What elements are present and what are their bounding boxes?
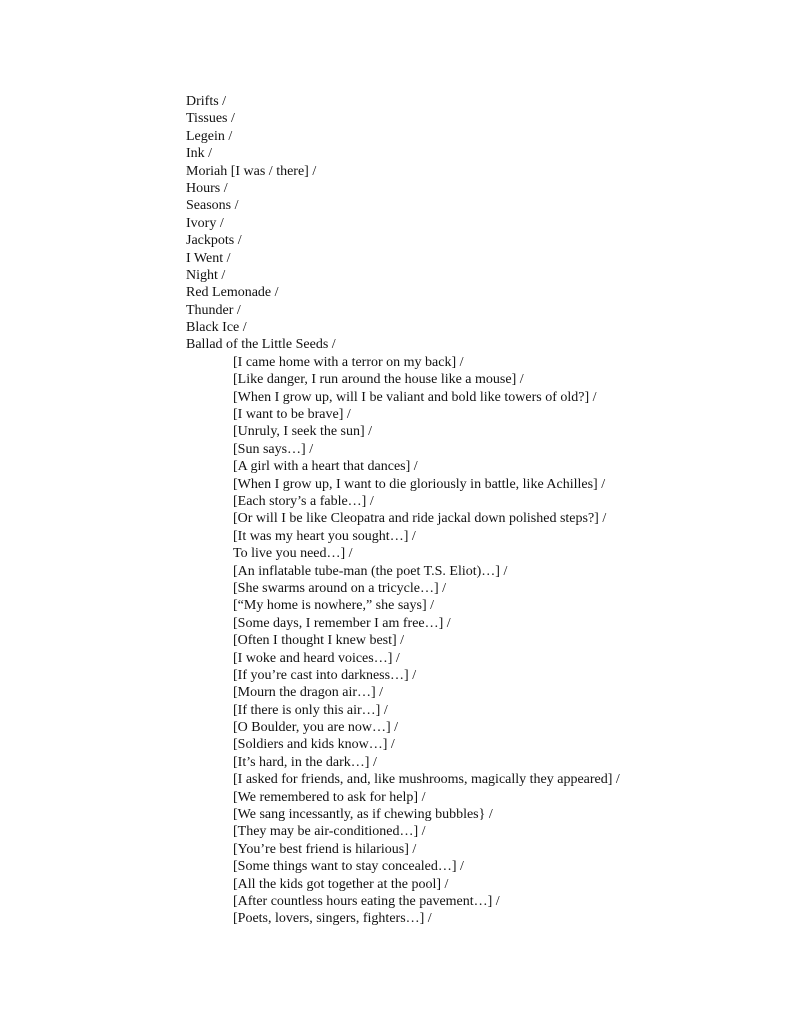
contents-entry: Black Ice /	[186, 320, 247, 336]
contents-entry: Ivory /	[186, 215, 224, 231]
contents-subentry: [Poets, lovers, singers, fighters…] /	[233, 911, 432, 927]
contents-subentry: [Often I thought I knew best] /	[233, 633, 405, 649]
contents-subentry: [Some things want to stay concealed…] /	[233, 859, 464, 875]
contents-entry: Drifts /	[186, 94, 227, 109]
contents-subentry: [When I grow up, will I be valiant and bold like towers of old?] /	[233, 389, 597, 405]
contents-subentry: [If you’re cast into darkness…] /	[233, 667, 417, 683]
contents-list	[186, 93, 766, 928]
contents-subentry: [Some days, I remember I am free…] /	[233, 615, 451, 631]
contents-subentry: [She swarms around on a tricycle…] /	[233, 580, 447, 596]
contents-entry: Jackpots /	[186, 233, 242, 249]
contents-subentry: [When I grow up, I want to die gloriously in battle, like Achilles] /	[233, 476, 606, 492]
contents-subentry: [They may be air-conditioned…] /	[233, 824, 426, 840]
contents-entry: Moriah [I was / there] /	[186, 163, 317, 179]
contents-subentry: [Like danger, I run around the house like a mouse] /	[233, 372, 524, 388]
contents-subentry: To live you need…] /	[233, 546, 353, 562]
contents-entry: Red Lemonade /	[186, 285, 279, 301]
contents-subentry: [I want to be brave] /	[233, 407, 351, 423]
contents-subentry: [All the kids got together at the pool] /	[233, 876, 449, 892]
contents-subentry: [If there is only this air…] /	[233, 702, 388, 718]
contents-subentry: [We sang incessantly, as if chewing bubbles} /	[233, 807, 493, 823]
contents-entry: Seasons /	[186, 198, 239, 214]
contents-subentry: [I woke and heard voices…] /	[233, 650, 400, 666]
contents-subentry: [Soldiers and kids know…] /	[233, 737, 395, 753]
contents-entry: Ballad of the Little Seeds /	[186, 337, 336, 353]
contents-subentry: [Sun says…] /	[233, 441, 314, 457]
contents-entry: I Went /	[186, 250, 231, 266]
contents-subentry: [An inflatable tube-man (the poet T.S. Eliot)…] /	[233, 563, 508, 579]
contents-entry: Hours /	[186, 180, 228, 196]
contents-subentry: [I asked for friends, and, like mushrooms, magically they appeared] /	[233, 772, 620, 788]
contents-subentry: [It was my heart you sought…] /	[233, 528, 416, 544]
contents-subentry: [Each story’s a fable…] /	[233, 493, 374, 509]
contents-subentry: [Mourn the dragon air…] /	[233, 685, 384, 701]
contents-entry: Thunder /	[186, 302, 241, 318]
contents-entry: Legein /	[186, 128, 233, 144]
contents-subentry: [We remembered to ask for help] /	[233, 789, 426, 805]
contents-subentry: [“My home is nowhere,” she says] /	[233, 598, 435, 614]
contents-entry: Ink /	[186, 146, 213, 162]
contents-subentry: [You’re best friend is hilarious] /	[233, 841, 417, 857]
contents-entry: Tissues /	[186, 111, 235, 127]
contents-entry: Night /	[186, 267, 226, 283]
contents-subentry: [I came home with a terror on my back] /	[233, 354, 464, 370]
contents-subentry: [It’s hard, in the dark…] /	[233, 754, 377, 770]
contents-subentry: [After countless hours eating the pavement…] /	[233, 893, 500, 909]
contents-subentry: [Unruly, I seek the sun] /	[233, 424, 373, 440]
contents-subentry: [O Boulder, you are now…] /	[233, 720, 399, 736]
contents-subentry: [A girl with a heart that dances] /	[233, 459, 418, 475]
contents-subentry: [Or will I be like Cleopatra and ride jackal down polished steps?] /	[233, 511, 607, 527]
